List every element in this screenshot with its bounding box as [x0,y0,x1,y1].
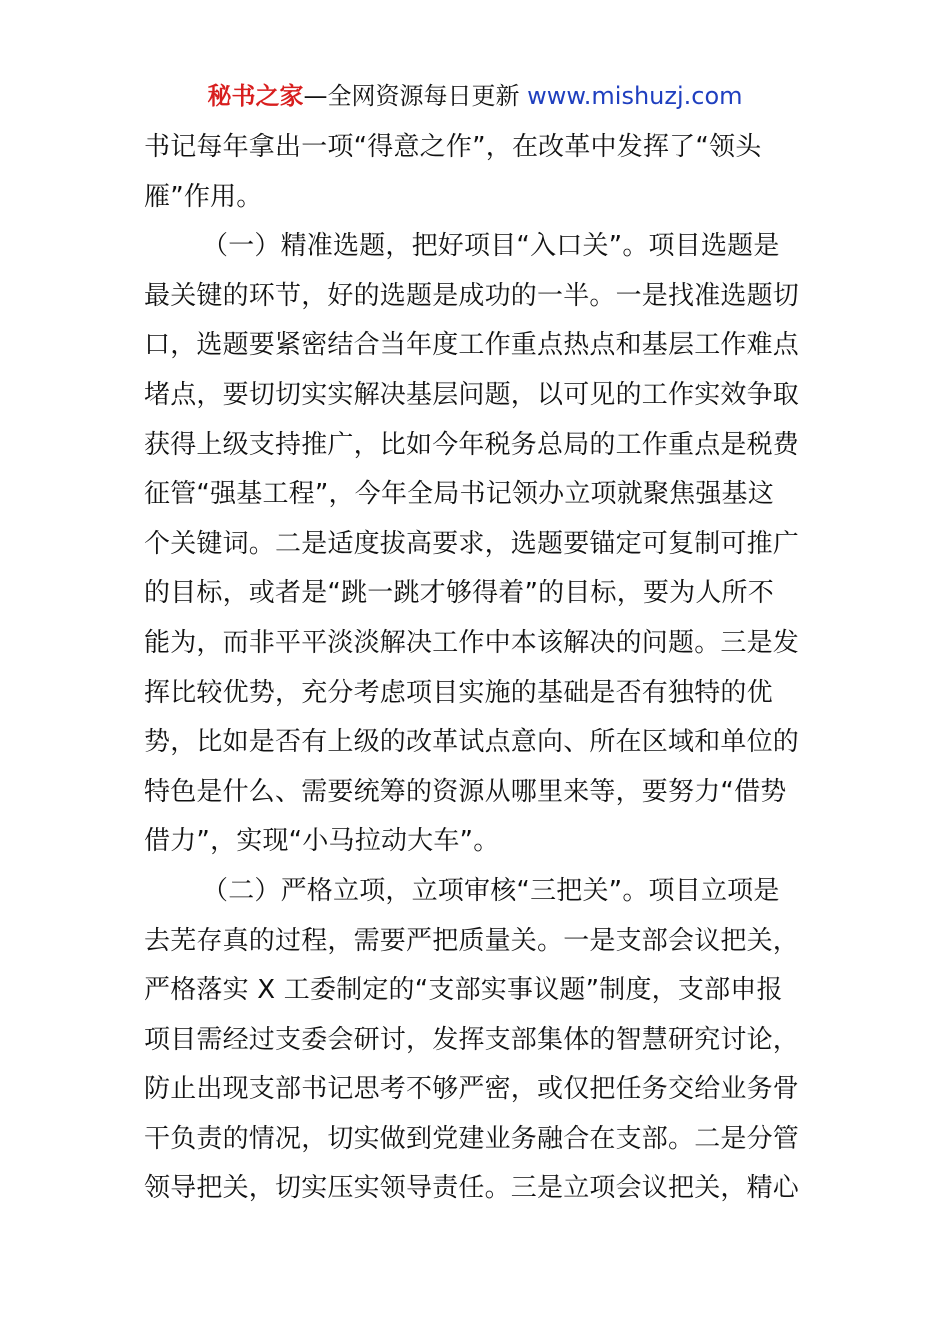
site-url-link[interactable]: www.mishuzj.com [527,82,743,110]
text-line: 去芜存真的过程，需要严把质量关。一是支部会议把关， [144,925,800,956]
text-line: 防止出现支部书记思考不够严密，或仅把任务交给业务骨 [144,1074,800,1105]
brand-name[interactable]: 秘书之家 [207,82,304,110]
text-line: 项目需经过支委会研讨，发挥支部集体的智慧研究讨论， [144,1024,800,1055]
site-header [0,80,950,112]
text-line: 口，选题要紧密结合当年度工作重点热点和基层工作难点 [144,330,800,361]
text-line: 的目标，或者是“跳一跳才够得着”的目标，要为人所不 [144,578,774,609]
text-line: 势，比如是否有上级的改革试点意向、所在区域和单位的 [144,727,800,758]
text-line: 领导把关，切实压实领导责任。三是立项会议把关，精心 [144,1173,800,1204]
text-line: 书记每年拿出一项“得意之作”，在改革中发挥了“领头 [144,132,762,162]
text-line: 征管“强基工程”，今年全局书记领办立项就聚焦强基这 [144,479,774,510]
text-line: 干负责的情况，切实做到党建业务融合在支部。二是分管 [144,1123,800,1154]
header-tagline: —全网资源每日更新 [303,82,528,110]
paragraph-heading-line: （二）严格立项，立项审核“三把关”。项目立项是 [202,875,780,906]
document-body [144,123,806,1214]
text-line: 挥比较优势，充分考虑项目实施的基础是否有独特的优 [144,677,773,708]
text-line: 特色是什么、需要统筹的资源从哪里来等，要努力“借势 [144,776,787,807]
text-line: 最关键的环节，好的选题是成功的一半。一是找准选题切 [144,280,800,311]
text-line: 个关键词。二是适度拔高要求，选题要锚定可复制可推广 [144,528,800,559]
paragraph-heading-line: （一）精准选题，把好项目“入口关”。项目选题是 [202,231,780,262]
text-line: 堵点，要切切实实解决基层问题，以可见的工作实效争取 [144,379,800,410]
text-line: 获得上级支持推广，比如今年税务总局的工作重点是税费 [144,429,800,460]
text-line: 借力”，实现“小马拉动大车”。 [144,826,500,857]
text-line: 能为，而非平平淡淡解决工作中本该解决的问题。三是发 [144,627,800,658]
text-line: 雁”作用。 [144,181,263,212]
text-line: 严格落实 X 工委制定的“支部实事议题”制度，支部申报 [144,975,783,1006]
